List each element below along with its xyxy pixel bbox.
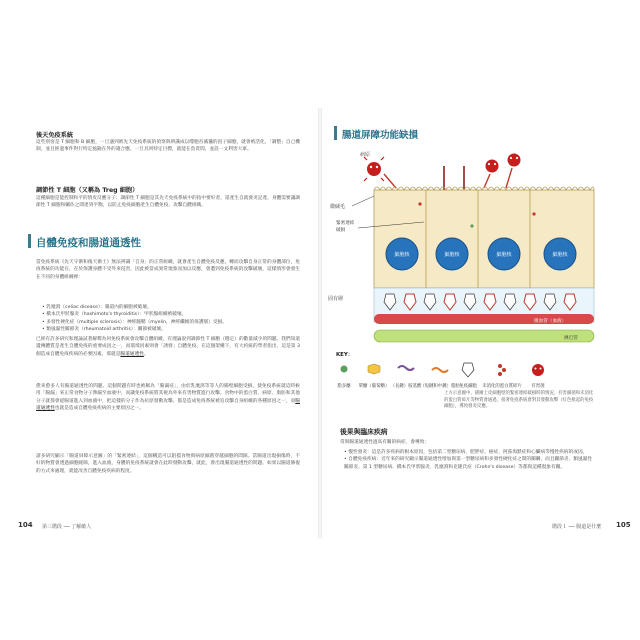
disease-list xyxy=(42,304,300,334)
heading-consequences: 後果與臨床疾病 xyxy=(340,428,388,436)
villi-label: 微絨毛 xyxy=(330,204,346,210)
cell-nucleus-label: 細胞核 xyxy=(444,252,460,258)
cell-nucleus-label: 細胞核 xyxy=(394,252,410,258)
list-item: • 橋本氏甲狀腺炎（hashimoto's thyroiditis）：甲狀腺組織被破壞。 xyxy=(42,311,300,318)
section-bar xyxy=(28,234,31,248)
lymph-label: 淋巴管 xyxy=(564,336,578,341)
key-label: （短鏈和中鏈）脂肪 xyxy=(420,384,460,389)
lymph-vessel xyxy=(374,330,594,342)
paragraph-leaky-gut-end: 也就是造成自體免疫疾病的主要原因之一。 xyxy=(54,406,144,412)
underlined-term: 腸道通透性 xyxy=(120,351,144,357)
diagram-caption: 上方示意圖中，描繪上皮細胞壁的緊密連結破損時的情況，有害細菌和未消化的蛋白質碎片等物質會通過，接著免疫系統會對其發動攻擊（紅色框起的免疫細胞），導致發炎反應。 xyxy=(444,391,594,410)
list-item: • 慢性發炎：這是許多疾病的根本原因，包括第二型糖尿病、肥胖症、癌症、阿茲海默症和心臟病等慢性疾病的成因。 xyxy=(344,449,596,456)
key-label: 未消化的蛋白質碎片 xyxy=(482,384,522,389)
underlined-term: 腸道通透性 xyxy=(36,398,300,412)
pathogen-label: 病原 xyxy=(360,152,371,158)
spine-gutter xyxy=(318,108,322,538)
paragraph-research-text: 已經有許多研究和理論試著解釋為何免疫系統會攻擊自體組織，有理論說到調節性 T 細胞（穩定）的數量減少的問題。我們知道遺傳體質是產生自體免疫的重要成因之一，而環境因素則會「誘發」自體免疫，在這個架構下，有大約統的學者指出，這是第 3 個造成自體免疫疾病的必要因素，那就是 xyxy=(36,337,300,357)
tight-junction-label-2: 破損 xyxy=(336,228,346,233)
key-label: 有害菌 xyxy=(531,384,545,389)
key-long-aa-icon xyxy=(398,366,414,370)
pathogen-icon xyxy=(364,157,384,181)
key-heading: KEY： xyxy=(336,352,354,358)
list-item: • 類風濕性關節炎（rheumatoid arthritis）：關節被破壞。 xyxy=(42,326,300,333)
blood-label: 微血管（血液） xyxy=(534,319,567,324)
diagram-title: 腸道屏障功能缺損 xyxy=(342,130,419,141)
cell-nucleus-label: 細胞核 xyxy=(552,252,568,258)
paragraph-intro: 當免疫系統《先天守衛和後天衛士》無法辨識「自身」的正常組織，就會產生自體免疫反應，轉而攻擊自身正常的身體部位，免疫系統的功能在，在於保護身體不受外來侵害，因此被當成異常現象而加以反應，會遭到免疫系統的攻擊破壞，這樣情形會發生在不同的身體組織裡： xyxy=(36,260,300,280)
page-number-left: 104 xyxy=(18,521,33,529)
paragraph-research xyxy=(36,336,300,358)
paragraph-adaptive-immune: 這些別客是 T 細胞和 B 細胞，一旦遇到被先天免疫系統的偵察與辨識成以噬胞吞滅獵的因子細胞，就會被活化，「調整」自己機制，並且經過事件對行特定風險在外的適合應。一旦具到特定目標，就能在負責間，並設一文利害大軍。 xyxy=(36,140,300,153)
list-item: • 乳糜瀉（celiac disease）：腸道內的細胞被破壞。 xyxy=(42,304,300,311)
left-page xyxy=(18,108,316,538)
key-label: 脂多醣 xyxy=(337,384,351,389)
pathogen-icon xyxy=(508,154,521,167)
key-immune-cell-icon xyxy=(462,363,474,377)
key-harmful-bacteria-icon xyxy=(532,364,544,376)
running-footer-left: 第三階段 ── 了解敵人 xyxy=(42,524,92,530)
paragraph-treg: 這種細胞是能控制和平的情皮反應分子；調節性 T 細胞是其先天免疫系統中的指中要好者，還產生自就發炎記產，身體需要讓調節性 T 細胞和輔佐之間達到平衡，以防止免疫細胞產生自體免疫、攻擊自體組織。 xyxy=(36,196,300,209)
key-protein-icon xyxy=(498,364,506,376)
cell-nucleus xyxy=(386,238,418,270)
paragraph-leaky-gut-text: 愈來愈多人有腸道通透性的問題，這個問題有時也被稱為「腸漏症」，由於乳糜瀉等等人的腸壁細胞受損，使免疫系統就這時候用「腸漏」來正常食物分子滲漏至血液中，而讓免疫系統將其視為外來有害物質進行攻擊。食物中的蛋白質、病原、脂肪和其他分子就都會從腸道進入到血液中，把這樣的分子作為抗原發動攻擊，都是造成免疫系統被迫攻擊自身組織的各種原因之一，而 xyxy=(36,384,300,404)
heading-treg: 調節性 T 細胞（又稱為 Treg 細胞） xyxy=(36,187,139,194)
key-label: 單醣（葡萄糖） xyxy=(358,384,390,389)
lamina-label: 固有層 xyxy=(328,296,344,302)
microvilli xyxy=(374,187,594,190)
cell-nucleus xyxy=(436,238,468,270)
key-label: 免疫細胞 xyxy=(459,384,477,389)
list-item: • 多發性硬化症（multiple sclerosis）：神經髓鞘（myelin，神經纖維的保護層）受損。 xyxy=(42,319,300,326)
paragraph-research-end: 。 xyxy=(143,351,149,357)
paragraph-consequences: 常與腸道通透性過高有關的病症，會導致： xyxy=(340,440,430,445)
gut-barrier-diagram xyxy=(324,144,612,400)
cell-nucleus xyxy=(488,238,520,270)
key-lps-icon xyxy=(341,366,348,373)
page-number-right: 105 xyxy=(616,521,631,529)
consequence-list xyxy=(344,449,596,471)
paragraph-leaky-gut xyxy=(36,383,300,413)
heading-adaptive-immune: 後天免疫系統 xyxy=(36,132,74,139)
paragraph-tight-junction: 諸多研究顯示「腸道屏障示意圖」的「緊密連結」，這個構造可以阻擋食物與病原細菌穿越細胞的間隙。當腸道出現損傷時，不好的物質會透過細胞縫隙，進入血液，身體的免疫系統就會在此時發動攻擊，就此，會出現腸道通透性的問題。如果以腸道修復的方式來處理，就能改善自體免疫疾病的程度。 xyxy=(36,454,300,474)
running-footer-right: 階段１ ── 腸道是什麼 xyxy=(552,524,602,530)
book-spread xyxy=(18,108,631,538)
cell-nucleus xyxy=(544,238,576,270)
key-glucose-icon xyxy=(368,364,380,374)
tight-junction-label: 緊密連結 xyxy=(336,221,355,226)
pathogen-icon xyxy=(486,160,499,173)
key-fat-icon xyxy=(432,368,448,372)
heading-autoimmunity: 自體免疫和腸道通透性 xyxy=(36,237,141,249)
key-label: （長鏈）胺基酸 xyxy=(390,384,422,389)
right-page xyxy=(324,108,631,538)
section-bar xyxy=(334,126,337,140)
cell-nucleus-label: 細胞核 xyxy=(496,252,512,258)
list-item: • 自體免疫疾病：近年來的研究顯示腸道通透性增加與第一型糖尿病和多發性硬化症之間的關聯，而且關節炎、類風濕性關節炎、第 1 型糖尿病、橋本氏甲狀腺炎、乳糜瀉和克隆氏症（Crohn's disease）等都與這種現象有關。 xyxy=(344,456,596,471)
